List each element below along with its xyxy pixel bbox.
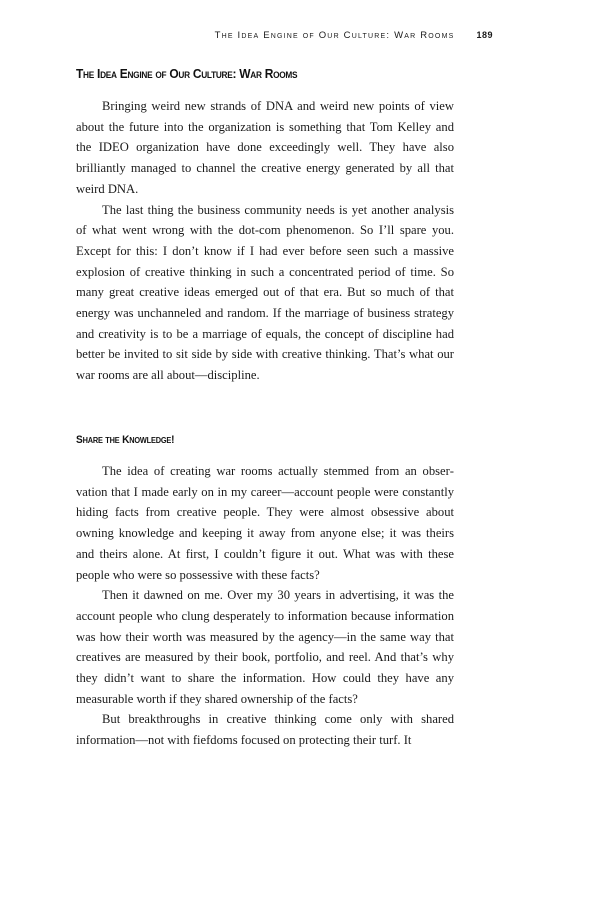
section-2-body [76,461,454,751]
chapter-heading: The Idea Engine of Our Culture: War Rooms [76,66,298,81]
paragraph: The idea of creating war rooms actually stemmed from an observation that I made early on in my career—account people were constantly hiding facts from creative people. They were almost obsessive about owning knowledge and keeping it away from anyone else; it was theirs and theirs alone. At first, I couldn’t figure it out. What was with these people who were so possessive with these facts? [76,464,454,582]
paragraph: The last thing the business community needs is yet another analysis of what went wrong with the dot-com phenomenon. So I’ll spare you. Except for this: I don’t know if I had ever before seen such a massive explosion of creative thinking in such a concentrated period of time. So many great creative ideas emerged out of that era. But so much of that energy was unchanneled and random. If the marriage of business strategy and creativity is to be a marriage of equals, the concept of discipline had better be invited to sit side by side with creative thinking. That’s what our war rooms are all about—discipline. [76,202,454,383]
paragraph: Then it dawned on me. Over my 30 years in advertising, it was the account people who clung desperately to information because information was how their worth was measured by the agency—in the same way that creatives are measured by their book, portfolio, and reel. And that’s why they didn’t want to share the information. How could they have any measurable worth if they shared ownership of the facts? [76,588,454,706]
running-head [74,30,493,44]
paragraph: Bringing weird new strands of DNA and weird new points of view about the future into the organization is something that Tom Kelley and the IDEO organization have done exceedingly well. They have also brilliantly managed to channel the creative energy generated by all that weird DNA. [76,99,454,196]
section-heading: Share the Knowledge! [76,434,175,446]
paragraph: But breakthroughs in creative thinking come only with shared information—not with fiefdoms focused on protecting their turf. It [76,712,454,748]
running-head-title: The Idea Engine of Our Culture: War Rooms [214,30,455,41]
section-1-body [76,96,454,386]
page-number: 189 [476,30,493,40]
section-2-heading-wrap [76,430,454,451]
